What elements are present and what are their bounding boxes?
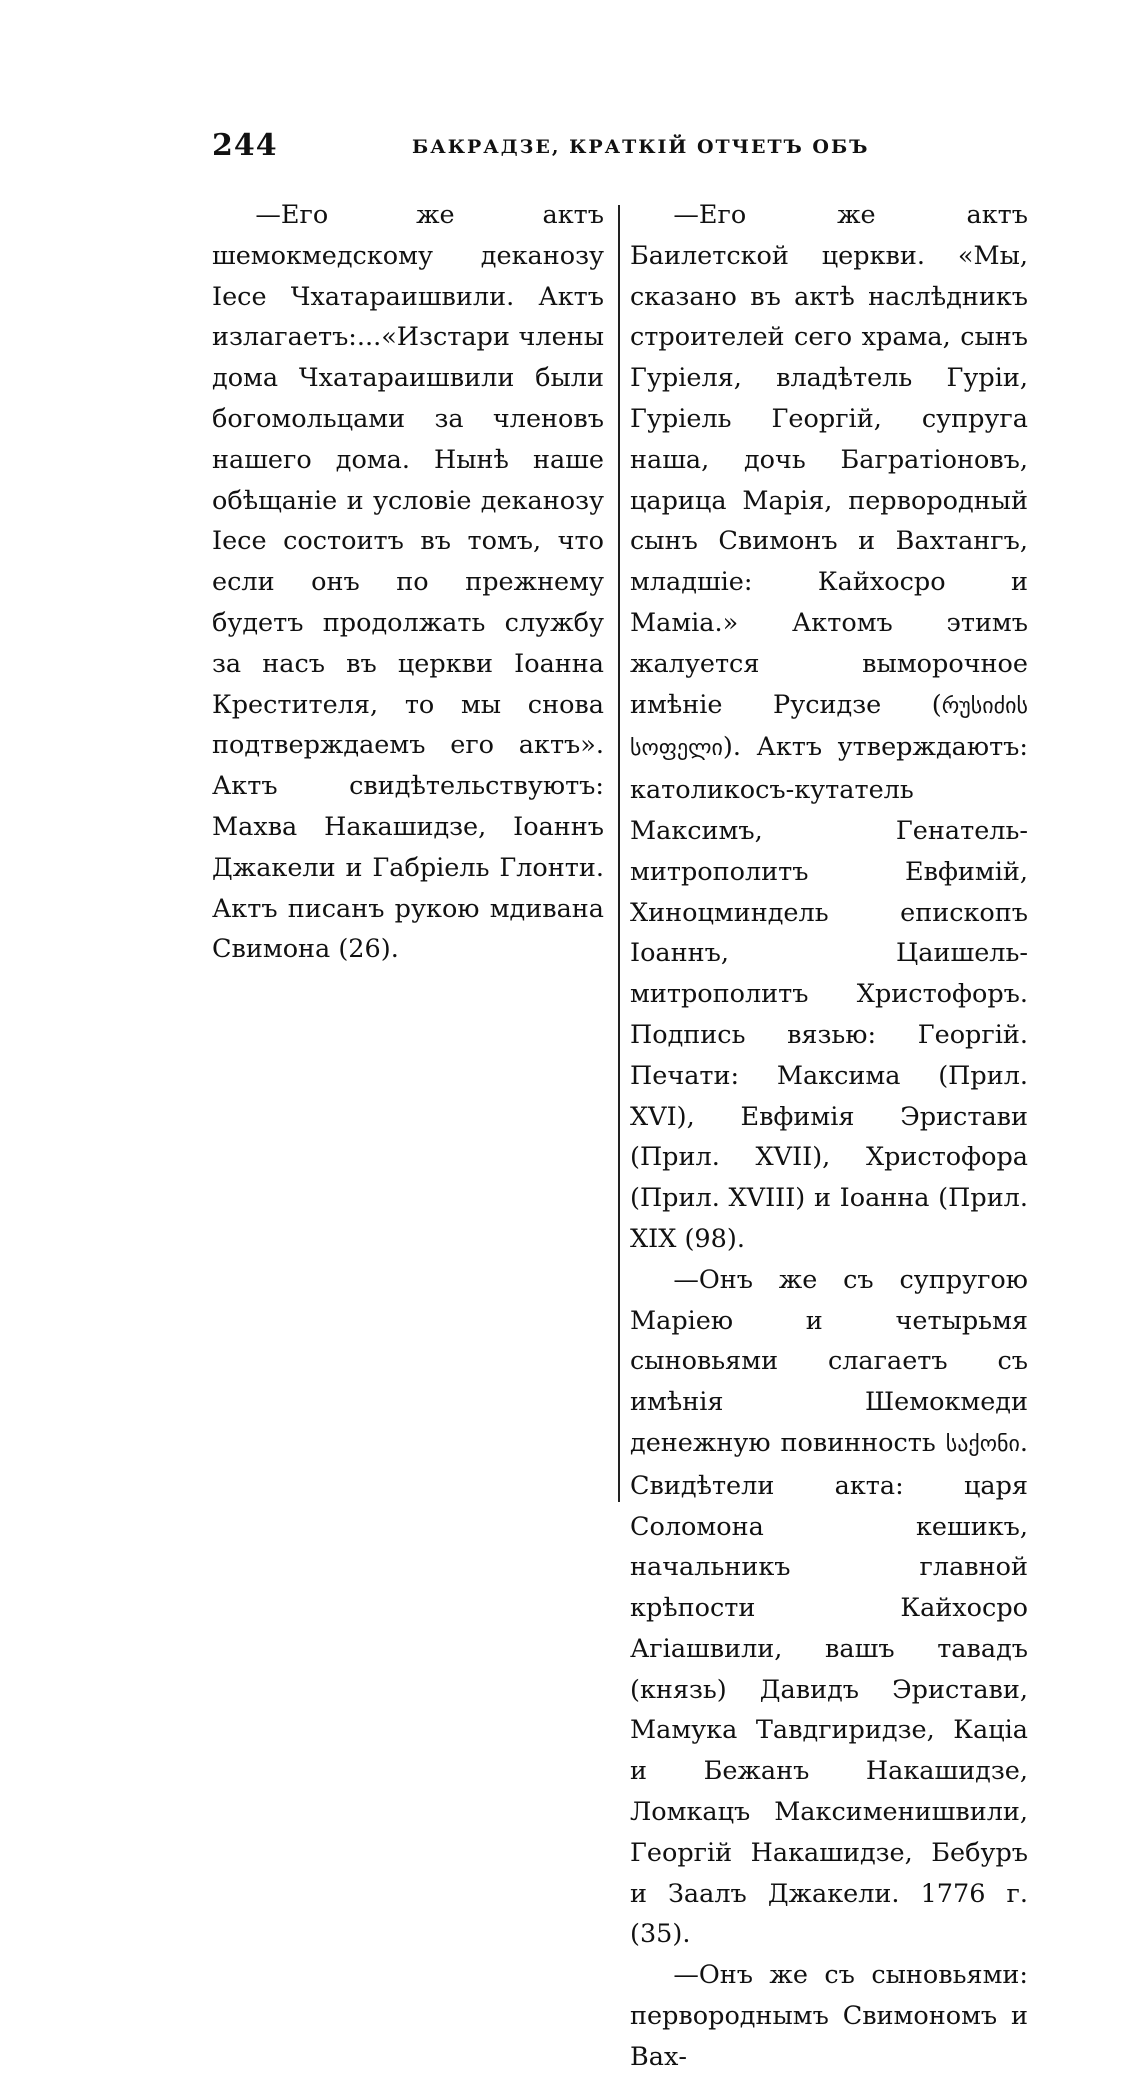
right-paragraph-2 [630,1260,1028,1956]
right-paragraph-2-text-a: —Онъ же съ супругою Маріею и четырьмя сыновьями слагаетъ съ имѣнія Шемокмеди денежную повинность [630,1264,1028,1458]
right-paragraph-2-text-b: . Свидѣтели акта: царя Соломона кешикъ, начальникъ главной крѣпости Кайхосро Агіашвили, вашъ тавадъ (князь) Давидъ Эристави, Мамука Тавдгиридзе, Каціа и Бежанъ Накашидзе, Ломкацъ Максименишвили, Георгій Накашидзе, Бебуръ и Заалъ Джакели. 1776 г. (35). [630,1427,1028,1950]
right-column [630,195,1028,2078]
page-number: 244 [212,128,278,163]
georgian-word-duty: საქონი [945,1431,1020,1457]
georgian-phrase-rusidze-village: რუსიძის სოფელი [630,693,1028,762]
left-paragraph-1: —Его же актъ шемокмедскому деканозу Іесе Чхатараишвили. Актъ излагаетъ:...«Изстари члены дома Чхатараишвили были богомольцами за членовъ нашего дома. Нынѣ наше обѣщаніе и условіе деканозу Іесе состоитъ въ томъ, что если онъ по прежнему будетъ продолжать службу за насъ въ церкви Іоанна Крестителя, то мы снова подтверждаемъ его актъ». Актъ свидѣтельствуютъ: Махва Накашидзе, Іоаннъ Джакели и Габріель Глонти. Актъ писанъ рукою мдивана Свимона (26). [212,200,604,965]
right-paragraph-1-text-b: ). Актъ утверждаютъ: католикосъ-кутатель Максимъ, Генатель-митрополитъ Евфимій, Хиноцминдель епископъ Іоаннъ, Цаишель-митрополитъ Христофоръ. Подпись вязью: Георгій. Печати: Максима (Прил. XVI), Евфимія Эристави (Прил. XVII), Христофора (Прил. XVIII) и Іоанна (Прил. XIX (98). [630,732,1028,1254]
right-paragraph-1-text-a: —Его же актъ Баилетской церкви. «Мы, сказано въ актѣ наслѣдникъ строителей сего храма, сынъ Гуріеля, владѣтель Гуріи, Гуріель Георгій, супруга наша, дочь Багратіоновъ, царица Марія, первородный сынъ Свимонъ и Вахтангъ, младшіе: Кайхосро и Маміа.» Актомъ этимъ жалуется выморочное имѣніе Русидзе ( [630,200,1028,720]
column-divider [618,205,620,1502]
right-paragraph-1 [630,195,1028,1260]
running-head: БАКРАДЗЕ, КРАТКІЙ ОТЧЕТЪ ОБЪ [412,136,870,158]
page-header [212,128,1022,168]
right-paragraph-3: —Онъ же съ сыновьями: первороднымъ Свимономъ и Вах- [630,1960,1028,2072]
left-column [212,195,604,970]
